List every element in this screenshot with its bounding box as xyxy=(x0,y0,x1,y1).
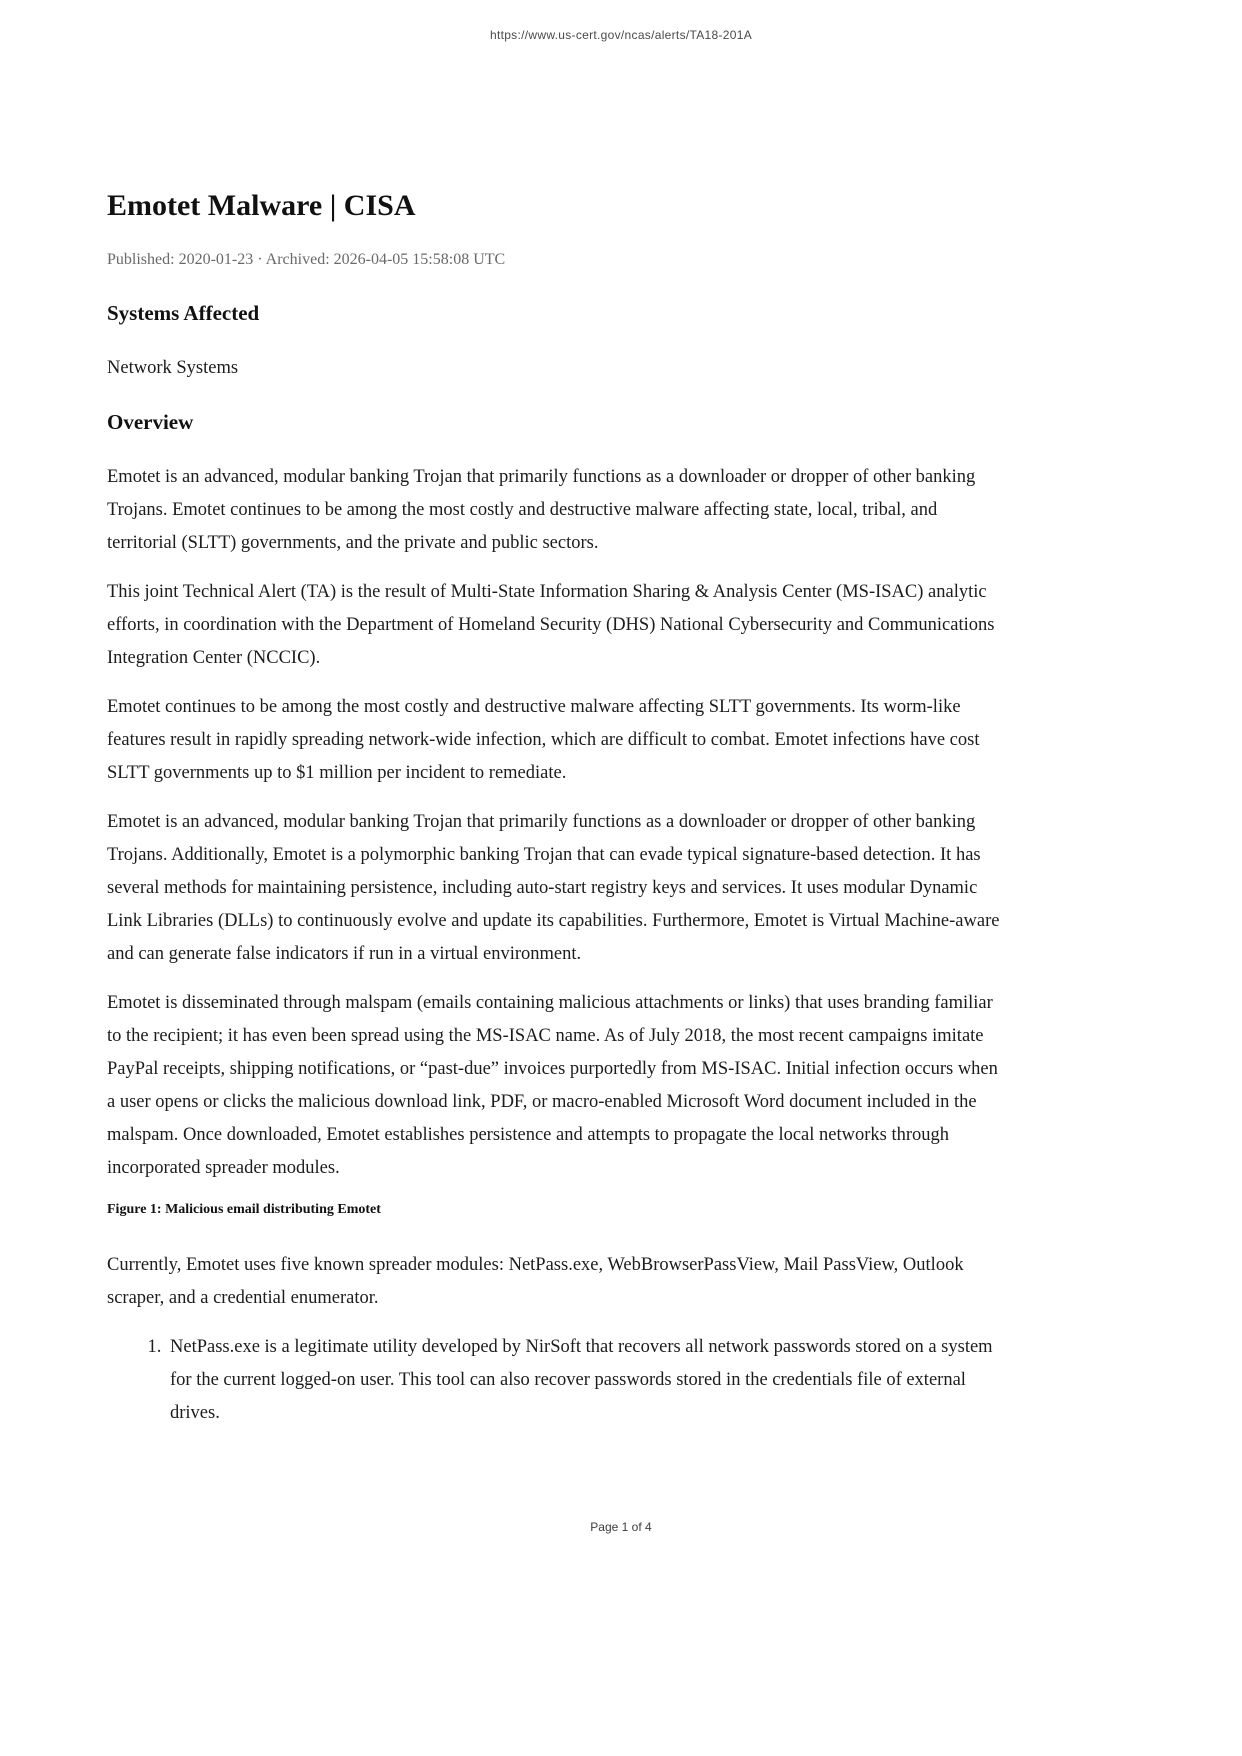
overview-paragraph-1: Emotet is an advanced, modular banking Trojan that primarily functions as a downloader or dropper of other banking Trojans. Emotet continues to be among the most costly and destructive malware affecting state, local, tribal, and territorial (SLTT) governments, and the private and public sectors. xyxy=(107,467,976,553)
spreader-modules-list xyxy=(107,1331,1007,1430)
overview-paragraph-3: Emotet continues to be among the most costly and destructive malware affecting SLTT governments. Its worm-like features result in rapidly spreading network-wide infection, which are difficult to combat. Emotet infections have cost SLTT governments up to $1 million per incident to remediate. xyxy=(107,697,980,783)
list-item-netpass: 1. NetPass.exe is a legitimate utility developed by NirSoft that recovers all network passwords stored on a system for the current logged-on user. This tool can also recover passwords stored in the credentials file of external drives. xyxy=(166,1331,1007,1430)
heading-systems-affected: Systems Affected xyxy=(107,301,260,325)
print-header-url: https://www.us-cert.gov/ncas/alerts/TA18-201A xyxy=(489,28,753,42)
article-content xyxy=(107,0,1007,1446)
heading-overview: Overview xyxy=(107,410,194,434)
systems-affected-text: Network Systems xyxy=(107,358,239,378)
spreader-modules-paragraph: Currently, Emotet uses five known spreader modules: NetPass.exe, WebBrowserPassView, Mail PassView, Outlook scraper, and a credential enumerator. xyxy=(107,1255,964,1308)
figure-caption: Figure 1: Malicious email distributing Emotet xyxy=(107,1202,381,1217)
overview-paragraph-2: This joint Technical Alert (TA) is the result of Multi-State Information Sharing & Analysis Center (MS-ISAC) analytic efforts, in coordination with the Department of Homeland Security (DHS) National Cybersecurity and Communications Integration Center (NCCIC). xyxy=(107,582,995,668)
page-title: Emotet Malware | CISA xyxy=(107,189,416,222)
overview-paragraph-5: Emotet is disseminated through malspam (emails containing malicious attachments or links) that uses branding familiar to the recipient; it has even been spread using the MS-ISAC name. As of July 2018, the most recent campaigns imitate PayPal receipts, shipping notifications, or “past-due” invoices purportedly from MS-ISAC. Initial infection occurs when a user opens or clicks the malicious download link, PDF, or macro-enabled Microsoft Word document included in the malspam. Once downloaded, Emotet establishes persistence and attempts to propagate the local networks through incorporated spreader modules. xyxy=(107,993,998,1178)
overview-paragraph-4: Emotet is an advanced, modular banking Trojan that primarily functions as a downloader or dropper of other banking Trojans. Additionally, Emotet is a polymorphic banking Trojan that can evade typical signature-based detection. It has several methods for maintaining persistence, including auto-start registry keys and services. It uses modular Dynamic Link Libraries (DLLs) to continuously evolve and update its capabilities. Furthermore, Emotet is Virtual Machine-aware and can generate false indicators if run in a virtual environment. xyxy=(107,812,1000,964)
published-archived-meta: Published: 2020-01-23 · Archived: 2026-04-05 15:58:08 UTC xyxy=(107,251,506,268)
print-footer-page-number: Page 1 of 4 xyxy=(590,1520,652,1534)
